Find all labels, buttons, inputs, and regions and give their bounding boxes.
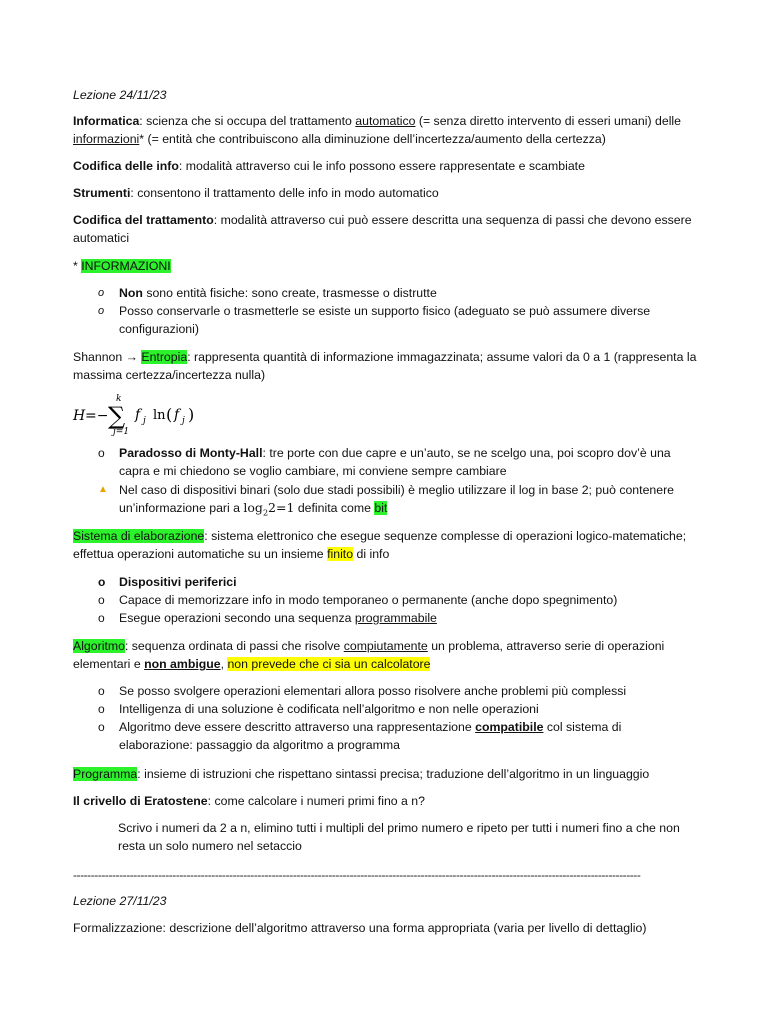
highlight-sistema: Sistema di elaborazione (73, 529, 205, 543)
list-item (98, 302, 698, 338)
text: : sequenza ordinata di passi che risolve (124, 639, 344, 653)
formula-sum-top: k (116, 394, 122, 404)
list-item (98, 284, 698, 302)
bullet-marker: o (98, 684, 105, 698)
highlight-entropia: Entropia (141, 350, 188, 364)
list-item (98, 444, 698, 480)
term-codifica-trattamento: Codifica del trattamento (73, 213, 214, 227)
underline-compatibile: compatibile (475, 720, 544, 734)
paren-close-icon: ) (188, 405, 195, 424)
crivello-description: Scrivo i numeri da 2 a n, elimino tutti i multipli del primo numero e ripeto per tutti i numeri fino a che non resta un solo numero nel setaccio (118, 821, 680, 853)
def-formalizzazione: Formalizzazione: descrizione dell’algoritmo attraverso una forma appropriata (varia per livello di dettaglio) (73, 921, 647, 935)
text: Se posso svolgere operazioni elementari allora posso risolvere anche problemi più complessi (119, 684, 627, 698)
underline-non-ambigue: non ambigue (144, 657, 221, 671)
bullet-marker: o (98, 287, 105, 299)
term-crivello: Il crivello di Eratostene (73, 794, 208, 808)
text: : insieme di istruzioni che rispettano sintassi precisa; traduzione dell’algoritmo in un linguaggio (137, 767, 650, 781)
info-bullet-list (98, 284, 698, 338)
text: : modalità attraverso cui può essere descritta una sequenza di passi che devono essere automatici (73, 213, 692, 245)
paren-open-icon: ( (166, 405, 173, 424)
text: sono entità fisiche: sono create, trasmesse o distrutte (142, 286, 437, 300)
formula-ln: ln (153, 408, 166, 423)
term-strumenti: Strumenti (73, 186, 131, 200)
bold-dispositivi: Dispositivi periferici (119, 575, 237, 589)
log-value: 2=1 (268, 500, 295, 515)
def-crivello (73, 792, 698, 810)
highlight-programma: Programma (73, 767, 138, 781)
def-algoritmo (73, 637, 698, 673)
warning-icon: ▲ (98, 484, 108, 495)
list-item (98, 682, 698, 700)
bullet-marker: o (98, 446, 105, 460)
text: Nel caso di dispositivi binari (solo due stadi possibili) è meglio utilizzare il log in base 2; può contenere un’informazione pari a (119, 483, 675, 515)
highlight-algoritmo: Algoritmo (73, 639, 125, 653)
list-item (98, 573, 698, 591)
text: definita come (294, 501, 375, 515)
term-informatica: Informatica (73, 114, 140, 128)
bullet-marker: o (98, 593, 105, 607)
def-informatica (73, 112, 698, 148)
highlight-informazioni: INFORMAZIONI (81, 259, 171, 273)
formula-eq: =− (85, 408, 109, 424)
term-codifica-info: Codifica delle info (73, 159, 179, 173)
formula-H: H (73, 408, 86, 424)
text: Esegue operazioni secondo una sequenza (119, 611, 355, 625)
def-codifica-trattamento (73, 211, 698, 247)
list-item (98, 700, 698, 718)
underline-compiutamente: compiutamente (343, 639, 428, 653)
bullet-marker: o (98, 720, 105, 734)
formula-f1: f (135, 407, 141, 423)
log-word: log (243, 500, 263, 515)
sum-sign-icon: ∑ (108, 402, 126, 430)
list-item (98, 718, 698, 754)
list-item (98, 481, 698, 523)
def-codifica-info (73, 157, 698, 175)
bullet-marker: o (98, 702, 105, 716)
entropy-formula (73, 392, 273, 440)
text: : modalità attraverso cui le info possono essere rappresentate e scambiate (178, 159, 585, 173)
text: un problema, attraverso serie di operazioni elementari e (73, 639, 665, 671)
section-separator: ---------------------------------------------------------------------------------------------------------------------------------------------------------------- (73, 868, 641, 880)
text: Posso conservarle o trasmetterle se esiste un supporto fisico (adeguato se può assumere diverse configurazioni) (119, 304, 651, 336)
def-strumenti (73, 184, 698, 202)
bold-non: Non (119, 286, 143, 300)
def-shannon (73, 348, 698, 384)
text: di info (353, 547, 390, 561)
formula-j2: j (182, 416, 185, 426)
highlight-non-prevede: non prevede che ci sia un calcolatore (227, 657, 431, 671)
lesson-title-1: Lezione 24/11/23 (73, 88, 167, 102)
highlight-finito: finito (327, 547, 354, 561)
def-sistema (73, 527, 698, 563)
bullet-marker: o (98, 305, 105, 317)
entropy-bullet-list (98, 444, 698, 523)
text: : tre porte con due capre e un’auto, se ne scelgo una, poi scopro dov’è una capra e mi chiedono se voglio cambiare, mi conviene sempre cambiare (119, 446, 671, 478)
underline-programmabile: programmabile (354, 611, 437, 625)
highlight-bit: bit (374, 501, 388, 515)
text: : come calcolare i numeri primi fino a n? (207, 794, 425, 808)
formula-j1: j (143, 416, 146, 426)
underline-automatico: automatico (355, 114, 416, 128)
sistema-bullet-list (98, 573, 698, 627)
text: : sistema elettronico che esegue sequenze complesse di operazioni logico-matematiche; effettua operazioni automatiche su un insieme (73, 529, 687, 561)
text: : scienza che si occupa del trattamento (139, 114, 356, 128)
text: Intelligenza di una soluzione è codificata nell’algoritmo e non nelle operazioni (119, 702, 539, 716)
list-item (98, 609, 698, 627)
lesson-title-2: Lezione 27/11/23 (73, 894, 167, 908)
heading-informazioni (73, 257, 698, 275)
list-item (98, 591, 698, 609)
bullet-marker: o (98, 575, 106, 589)
text: , (220, 657, 228, 671)
log-expression (243, 500, 295, 518)
formula-sum-bottom: j=1 (113, 427, 130, 437)
text: Capace di memorizzare info in modo temporaneo o permanente (anche dopo spegnimento) (119, 593, 618, 607)
text: (= senza diretto intervento di esseri umani) delle (415, 114, 681, 128)
text: Shannon → (73, 350, 142, 364)
underline-informazioni: informazioni (73, 132, 140, 146)
text: : consentono il trattamento delle info in modo automatico (130, 186, 439, 200)
algoritmo-bullet-list (98, 682, 698, 754)
text: * (= entità che contribuiscono alla diminuzione dell’incertezza/aumento della certezza) (139, 132, 606, 146)
def-programma (73, 765, 698, 783)
asterisk: * (73, 259, 82, 273)
text: col sistema di elaborazione: passaggio da algoritmo a programma (119, 720, 622, 752)
text: : rappresenta quantità di informazione immagazzinata; assume valori da 0 a 1 (rappresenta la massima certezza/incertezza nulla) (73, 350, 697, 382)
text: Algoritmo deve essere descritto attraverso una rappresentazione (119, 720, 476, 734)
log-base: 2 (262, 508, 269, 518)
entropy-formula-svg (73, 392, 273, 440)
formula-f2: f (174, 407, 180, 423)
bullet-marker: o (98, 611, 105, 625)
bold-monty-hall: Paradosso di Monty-Hall (119, 446, 263, 460)
